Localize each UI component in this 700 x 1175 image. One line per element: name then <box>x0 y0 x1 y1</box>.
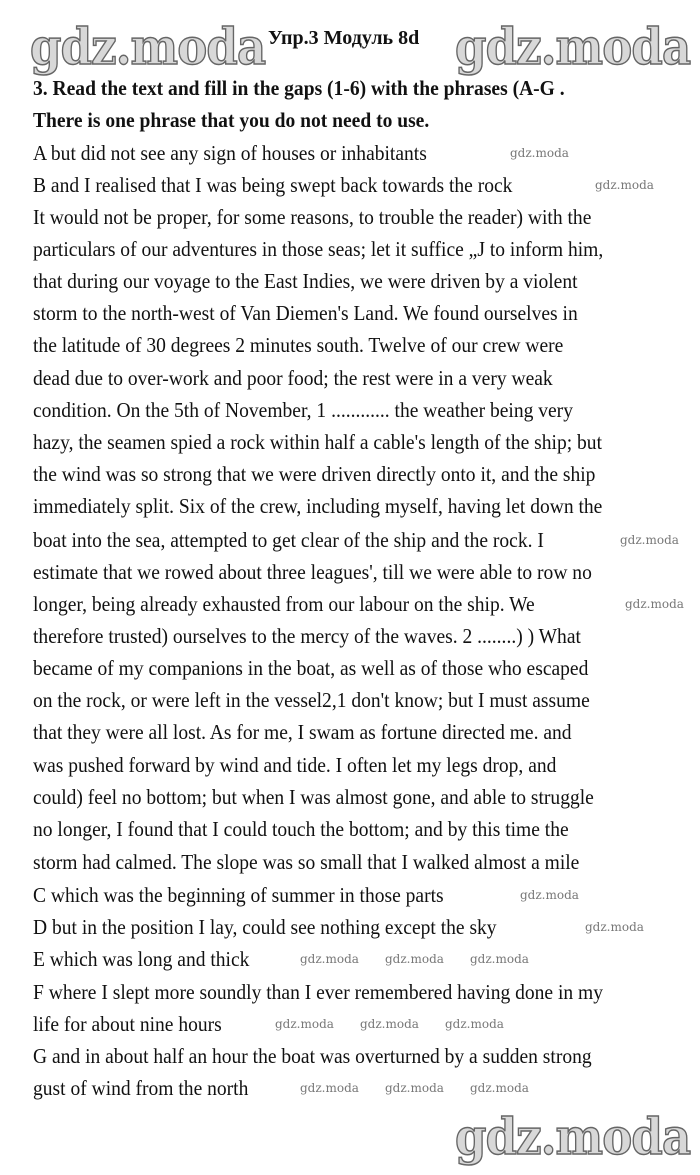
phrase-option: E which was long and thick <box>33 947 250 971</box>
text-line: condition. On the 5th of November, 1 ............ the weather being very <box>33 398 573 422</box>
text-line: dead due to over-work and poor food; the rest were in a very weak <box>33 366 553 390</box>
watermark-text: gdz.moda <box>445 1017 504 1031</box>
phrase-option: F where I slept more soundly than I ever remembered having done in my <box>33 980 604 1004</box>
text-line: could) feel no bottom; but when I was almost gone, and able to struggle <box>33 785 594 809</box>
text-line: therefore trusted) ourselves to the mercy of the waves. 2 ........) ) What <box>33 624 581 648</box>
phrase-option: A but did not see any sign of houses or inhabitants <box>33 141 427 165</box>
text-line: storm to the north-west of Van Diemen's Land. We found ourselves in <box>33 301 578 325</box>
watermark-text: gdz.moda <box>625 597 684 611</box>
watermark-text: gdz.moda <box>510 146 569 160</box>
watermark-text: gdz.moda <box>275 1017 334 1031</box>
watermark-text: gdz.moda <box>585 920 644 934</box>
watermark-text: gdz.moda <box>300 952 359 966</box>
text-line: It would not be proper, for some reasons, to trouble the reader) with the <box>33 205 592 229</box>
watermark-text: gdz.moda <box>595 178 654 192</box>
watermark-text: gdz.moda <box>470 952 529 966</box>
text-line: particulars of our adventures in those seas; let it suffice „J to inform him, <box>33 237 604 261</box>
page-title: Упр.3 Модуль 8d <box>268 27 420 49</box>
instruction-line: 3. Read the text and fill in the gaps (1-6) with the phrases (A-G . <box>33 76 565 100</box>
phrase-option: C which was the beginning of summer in those parts <box>33 883 444 907</box>
text-line: longer, being already exhausted from our labour on the ship. We <box>33 592 535 616</box>
watermark-text: gdz.moda <box>360 1017 419 1031</box>
watermark-text: gdz.moda <box>385 952 444 966</box>
watermark-logo: gdz.moda <box>455 17 691 76</box>
text-line: the wind was so strong that we were driven directly onto it, and the ship <box>33 462 596 486</box>
text-line: that during our voyage to the East Indies, we were driven by a violent <box>33 269 578 293</box>
text-line: the latitude of 30 degrees 2 minutes south. Twelve of our crew were <box>33 333 564 357</box>
watermark-logo: gdz.moda <box>455 1107 691 1166</box>
text-line: on the rock, or were left in the vessel2,1 don't know; but I must assume <box>33 688 590 712</box>
text-line: that they were all lost. As for me, I swam as fortune directed me. and <box>33 720 572 744</box>
watermark-text: gdz.moda <box>385 1081 444 1095</box>
text-line: storm had calmed. The slope was so small that I walked almost a mile <box>33 850 580 874</box>
phrase-option: G and in about half an hour the boat was overturned by a sudden strong <box>33 1044 592 1068</box>
text-line: boat into the sea, attempted to get clear of the ship and the rock. I <box>33 528 544 552</box>
text-line: immediately split. Six of the crew, including myself, having let down the <box>33 494 603 518</box>
phrase-option: D but in the position I lay, could see nothing except the sky <box>33 915 497 939</box>
watermark-text: gdz.moda <box>300 1081 359 1095</box>
text-line: gust of wind from the north <box>33 1076 249 1100</box>
text-line: was pushed forward by wind and tide. I often let my legs drop, and <box>33 753 557 777</box>
instruction-line: There is one phrase that you do not need to use. <box>33 108 430 132</box>
text-line: became of my companions in the boat, as well as of those who escaped <box>33 656 589 680</box>
text-line: estimate that we rowed about three leagues', till we were able to row no <box>33 560 592 584</box>
watermark-logo: gdz.moda <box>30 17 266 76</box>
watermark-text: gdz.moda <box>520 888 579 902</box>
watermark-text: gdz.moda <box>620 533 679 547</box>
watermark-text: gdz.moda <box>470 1081 529 1095</box>
text-line: hazy, the seamen spied a rock within half a cable's length of the ship; but <box>33 430 603 454</box>
phrase-option: B and I realised that I was being swept back towards the rock <box>33 173 513 197</box>
text-line: life for about nine hours <box>33 1012 222 1036</box>
text-line: no longer, I found that I could touch the bottom; and by this time the <box>33 817 569 841</box>
